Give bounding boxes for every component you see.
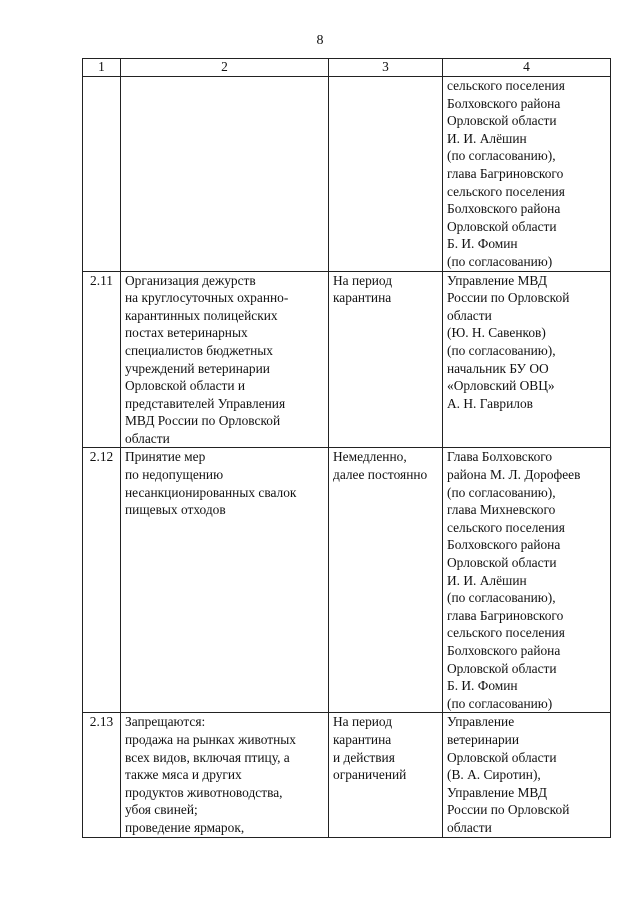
responsible-line: А. Н. Гаврилов: [447, 395, 533, 411]
column-header: 1: [83, 59, 121, 77]
responsible-cell: [443, 448, 611, 713]
responsible-line: Болховского района: [447, 643, 561, 658]
responsible-line: глава Михневского: [447, 502, 556, 518]
action-line: убоя свиней;: [125, 802, 198, 818]
responsible-line: Управление МВД: [447, 784, 547, 800]
action-line: учреждений ветеринарии: [125, 360, 270, 376]
action-line: проведение ярмарок,: [125, 819, 245, 835]
item-number: 2.11: [83, 271, 121, 448]
responsible-line: Орловской области: [447, 660, 557, 676]
responsible-line: (В. А. Сиротин),: [447, 767, 541, 783]
action-cell: [121, 77, 329, 272]
term-cell: [329, 448, 443, 713]
responsible-line: Управление МВД: [447, 272, 547, 288]
responsible-line: Управление: [447, 714, 515, 730]
table-row: [83, 77, 611, 272]
responsible-line: района М. Л. Дорофеев: [447, 467, 581, 483]
responsible-line: глава Багриновского: [447, 607, 564, 623]
responsible-line: России по Орловской: [447, 802, 570, 818]
measures-table: [82, 58, 611, 838]
responsible-line: Орловской области: [447, 113, 557, 129]
responsible-line: сельского поселения: [447, 625, 565, 641]
table-row: [83, 713, 611, 837]
action-line: на круглосуточных охранно-: [125, 290, 289, 306]
action-line: Орловской области и: [125, 378, 246, 394]
responsible-line: И. И. Алёшин: [447, 572, 527, 588]
responsible-line: области: [447, 307, 492, 323]
responsible-line: сельского поселения: [447, 519, 565, 535]
action-line: по недопущению: [125, 467, 224, 483]
term-line: На период: [333, 272, 393, 288]
action-line: также мяса и других: [125, 767, 242, 783]
responsible-line: Б. И. Фомин: [447, 678, 518, 694]
action-cell: [121, 271, 329, 448]
responsible-line: (по согласованию),: [447, 590, 556, 606]
table-header-row: [83, 59, 611, 77]
action-line: представителей Управления: [125, 395, 286, 411]
action-line: постах ветеринарных: [125, 325, 248, 341]
responsible-line: «Орловский ОВЦ»: [447, 378, 555, 394]
responsible-line: (по согласованию): [447, 695, 553, 711]
responsible-line: Орловской области: [447, 749, 557, 765]
responsible-line: начальник БУ ОО: [447, 360, 549, 376]
action-line: несанкционированных свалок: [125, 484, 297, 500]
responsible-line: (по согласованию),: [447, 342, 556, 358]
action-line: Запрещаются:: [125, 714, 206, 730]
term-cell: [329, 713, 443, 837]
term-line: карантина: [333, 290, 392, 306]
action-line: продуктов животноводства,: [125, 784, 283, 800]
action-cell: [121, 713, 329, 837]
term-line: карантина: [333, 731, 392, 747]
responsible-cell: [443, 77, 611, 272]
item-number: 2.12: [83, 448, 121, 713]
column-header: 2: [121, 59, 329, 77]
responsible-line: Болховского района: [447, 201, 561, 217]
responsible-cell: [443, 271, 611, 448]
responsible-line: сельского поселения: [447, 78, 565, 93]
responsible-line: ветеринарии: [447, 731, 519, 747]
term-line: Немедленно,: [333, 449, 407, 465]
responsible-line: (по согласованию): [447, 253, 553, 269]
responsible-line: Глава Болховского: [447, 449, 553, 465]
table-row: [83, 448, 611, 713]
responsible-line: (по согласованию),: [447, 148, 556, 164]
item-number: 2.13: [83, 713, 121, 837]
page-number: 8: [316, 33, 324, 48]
action-line: Принятие мер: [125, 449, 206, 465]
term-cell: [329, 77, 443, 272]
action-line: пищевых отходов: [125, 502, 226, 518]
responsible-line: России по Орловской: [447, 290, 570, 306]
term-line: далее постоянно: [333, 467, 428, 483]
term-line: и действия: [333, 749, 395, 765]
responsible-line: глава Багриновского: [447, 165, 564, 181]
action-line: специалистов бюджетных: [125, 342, 273, 358]
table-row: [83, 271, 611, 448]
responsible-cell: [443, 713, 611, 837]
responsible-line: Болховского района: [447, 95, 561, 111]
term-line: На период: [333, 714, 393, 730]
responsible-line: Орловской области: [447, 218, 557, 234]
action-line: МВД России по Орловской: [125, 413, 281, 429]
responsible-line: (по согласованию),: [447, 484, 556, 500]
column-header: 3: [329, 59, 443, 77]
action-line: карантинных полицейских: [125, 307, 278, 323]
responsible-line: И. И. Алёшин: [447, 130, 527, 146]
action-line: области: [125, 430, 170, 446]
responsible-line: сельского поселения: [447, 183, 565, 199]
action-line: продажа на рынках животных: [125, 731, 296, 747]
responsible-line: области: [447, 819, 492, 835]
responsible-line: (Ю. Н. Савенков): [447, 325, 546, 341]
column-header: 4: [443, 59, 611, 77]
item-number: [83, 77, 121, 272]
responsible-line: Болховского района: [447, 537, 561, 553]
action-line: всех видов, включая птицу, а: [125, 749, 290, 765]
responsible-line: Б. И. Фомин: [447, 236, 518, 252]
responsible-line: Орловской области: [447, 555, 557, 571]
term-line: ограничений: [333, 767, 407, 783]
term-cell: [329, 271, 443, 448]
action-cell: [121, 448, 329, 713]
action-line: Организация дежурств: [125, 272, 256, 288]
